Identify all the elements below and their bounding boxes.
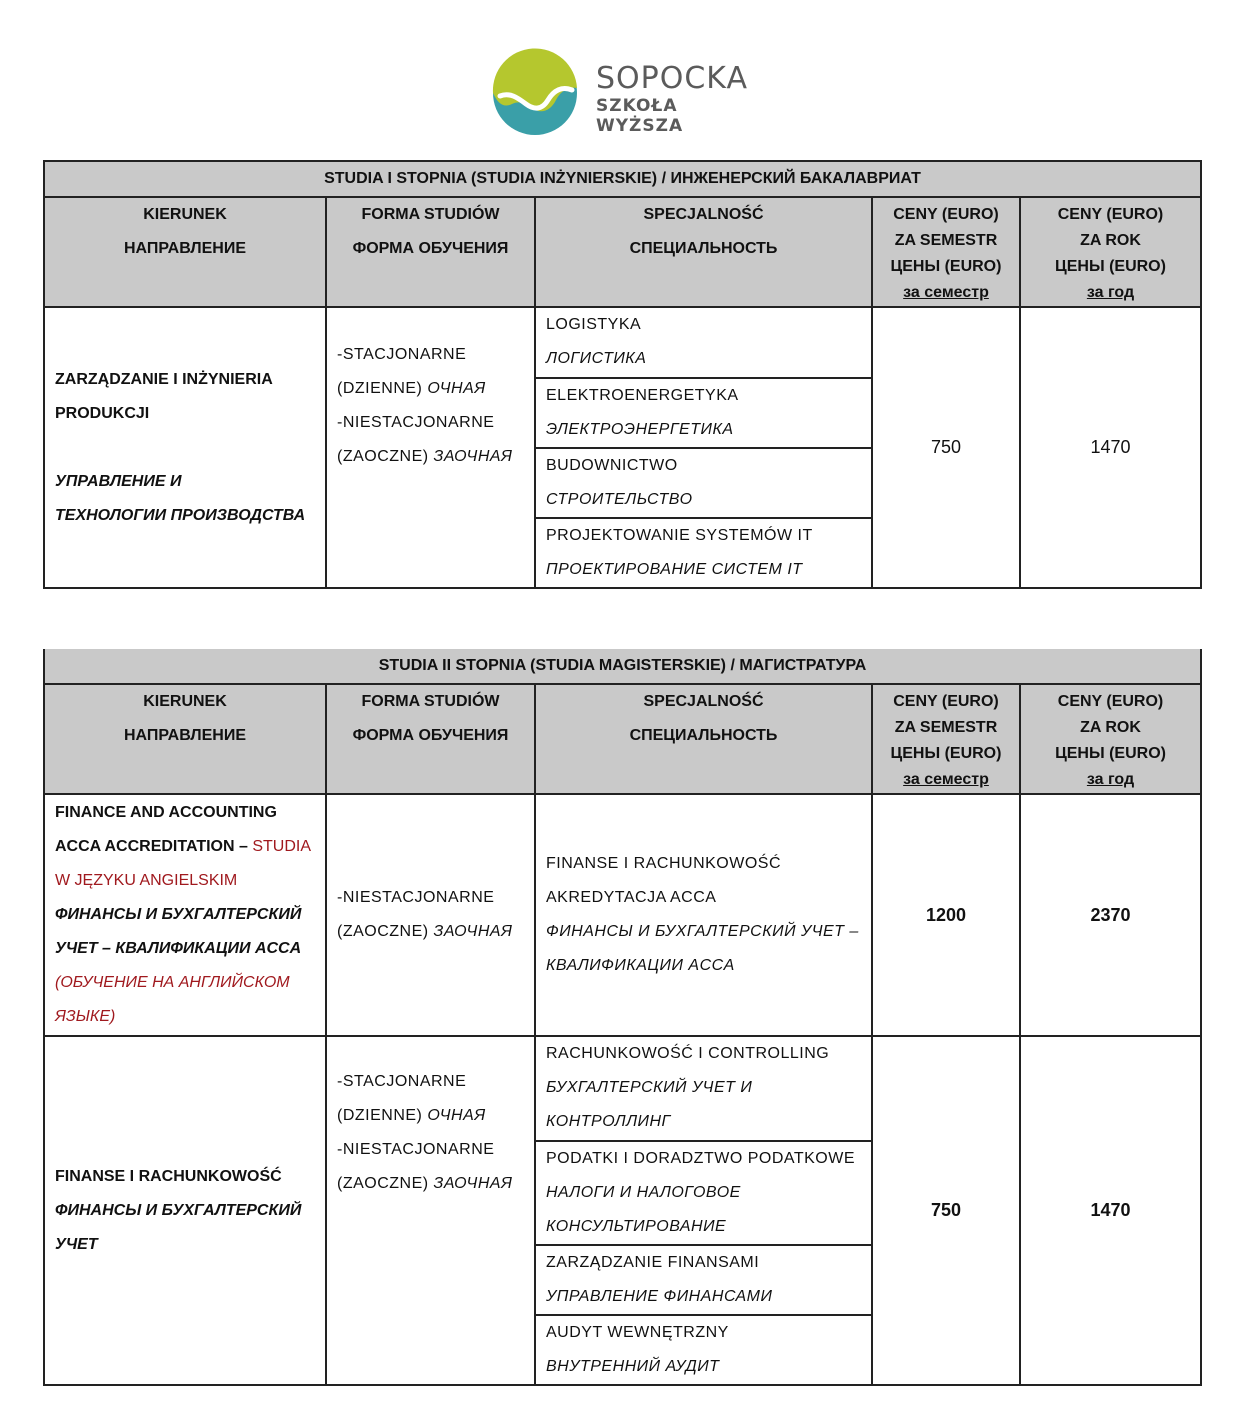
price-semester: 1200 [872, 794, 1020, 1036]
table-row [44, 307, 1201, 588]
list-item: ELEKTROENERGETYKA ЭЛЕКТРОЭНЕРГЕТИКА [536, 379, 871, 449]
logo-subtitle: SZKOŁA WYŻSZA [596, 96, 684, 136]
list-item: PROJEKTOWANIE SYSTEMÓW IT ПРОЕКТИРОВАНИЕ СИСТЕМ IT [546, 527, 813, 578]
header-forma: FORMA STUDIÓW ФОРМА ОБУЧЕНИЯ [326, 684, 535, 794]
table-master [43, 649, 1202, 1386]
specjalnosc-cell [535, 307, 872, 588]
header-price-semester: CENY (EURO) ZA SEMESTR ЦЕНЫ (EURO) за семестр [872, 684, 1020, 794]
list-item: ZARZĄDZANIE FINANSAMI УПРАВЛЕНИЕ ФИНАНСАМИ [536, 1246, 871, 1316]
kierunek-cell: FINANSE I RACHUNKOWOŚĆ ФИНАНСЫ И БУХГАЛТЕРСКИЙ УЧЕТ [44, 1036, 326, 1385]
kierunek-cell: ZARZĄDZANIE I INŻYNIERIA PRODUKCJI УПРАВЛЕНИЕ И ТЕХНОЛОГИИ ПРОИЗВОДСТВА [44, 307, 326, 588]
table-title: STUDIA I STOPNIA (STUDIA INŻYNIERSKIE) / ИНЖЕНЕРСКИЙ БАКАЛАВРИАТ [44, 161, 1201, 197]
forma-cell: -NIESTACJONARNE (ZAOCZNE) ЗАОЧНАЯ [326, 794, 535, 1036]
forma-cell: -STACJONARNE (DZIENNE) ОЧНАЯ -NIESTACJONARNE (ZAOCZNE) ЗАОЧНАЯ [326, 1036, 535, 1385]
header-price-year: CENY (EURO) ZA ROK ЦЕНЫ (EURO) за год [1020, 684, 1201, 794]
list-item: LOGISTYKA ЛОГИСТИКА [536, 308, 871, 379]
table-title: STUDIA II STOPNIA (STUDIA MAGISTERSKIE) / МАГИСТРАТУРА [44, 649, 1201, 684]
logo-mark-icon [490, 48, 580, 138]
list-item: PODATKI I DORADZTWO PODATKOWE НАЛОГИ И НАЛОГОВОЕ КОНСУЛЬТИРОВАНИЕ [536, 1142, 871, 1246]
price-year: 1470 [1020, 1036, 1201, 1385]
price-semester: 750 [872, 307, 1020, 588]
header-price-year: CENY (EURO) ZA ROK ЦЕНЫ (EURO) за год [1020, 197, 1201, 307]
price-year: 1470 [1020, 307, 1201, 588]
list-item: AUDYT WEWNĘTRZNY ВНУТРЕННИЙ АУДИТ [546, 1324, 729, 1375]
header-forma: FORMA STUDIÓW ФОРМА ОБУЧЕНИЯ [326, 197, 535, 307]
list-item: RACHUNKOWOŚĆ I CONTROLLING БУХГАЛТЕРСКИЙ УЧЕТ И КОНТРОЛЛИНГ [536, 1037, 871, 1142]
forma-cell: -STACJONARNE (DZIENNE) ОЧНАЯ -NIESTACJONARNE (ZAOCZNE) ЗАОЧНАЯ [326, 307, 535, 588]
table-row [44, 794, 1201, 1036]
table-row [44, 1036, 1201, 1385]
header-kierunek: KIERUNEK НАПРАВЛЕНИЕ [44, 197, 326, 307]
header-kierunek: KIERUNEK НАПРАВЛЕНИЕ [44, 684, 326, 794]
header-price-semester: CENY (EURO) ZA SEMESTR ЦЕНЫ (EURO) за семестр [872, 197, 1020, 307]
specjalnosc-cell: FINANSE I RACHUNKOWOŚĆ AKREDYTACJA ACCA ФИНАНСЫ И БУХГАЛТЕРСКИЙ УЧЕТ – КВАЛИФИКАЦИИ ACCA [535, 794, 872, 1036]
logo [490, 48, 750, 138]
price-year: 2370 [1020, 794, 1201, 1036]
specjalnosc-cell [535, 1036, 872, 1385]
list-item: BUDOWNICTWO СТРОИТЕЛЬСТВО [536, 449, 871, 519]
price-semester: 750 [872, 1036, 1020, 1385]
table-bachelor [43, 160, 1202, 589]
header-specjalnosc: SPECJALNOŚĆ СПЕЦИАЛЬНОСТЬ [535, 684, 872, 794]
header-specjalnosc: SPECJALNOŚĆ СПЕЦИАЛЬНОСТЬ [535, 197, 872, 307]
logo-name: SOPOCKA [596, 61, 748, 96]
kierunek-cell: FINANCE AND ACCOUNTING ACCA ACCREDITATION – STUDIA W JĘZYKU ANGIELSKIM ФИНАНСЫ И БУХГАЛТЕРСКИЙ УЧЕТ – КВАЛИФИКАЦИИ ACCA (ОБУЧЕНИЕ НА АНГЛИЙСКОМ ЯЗЫКЕ) [44, 794, 326, 1036]
